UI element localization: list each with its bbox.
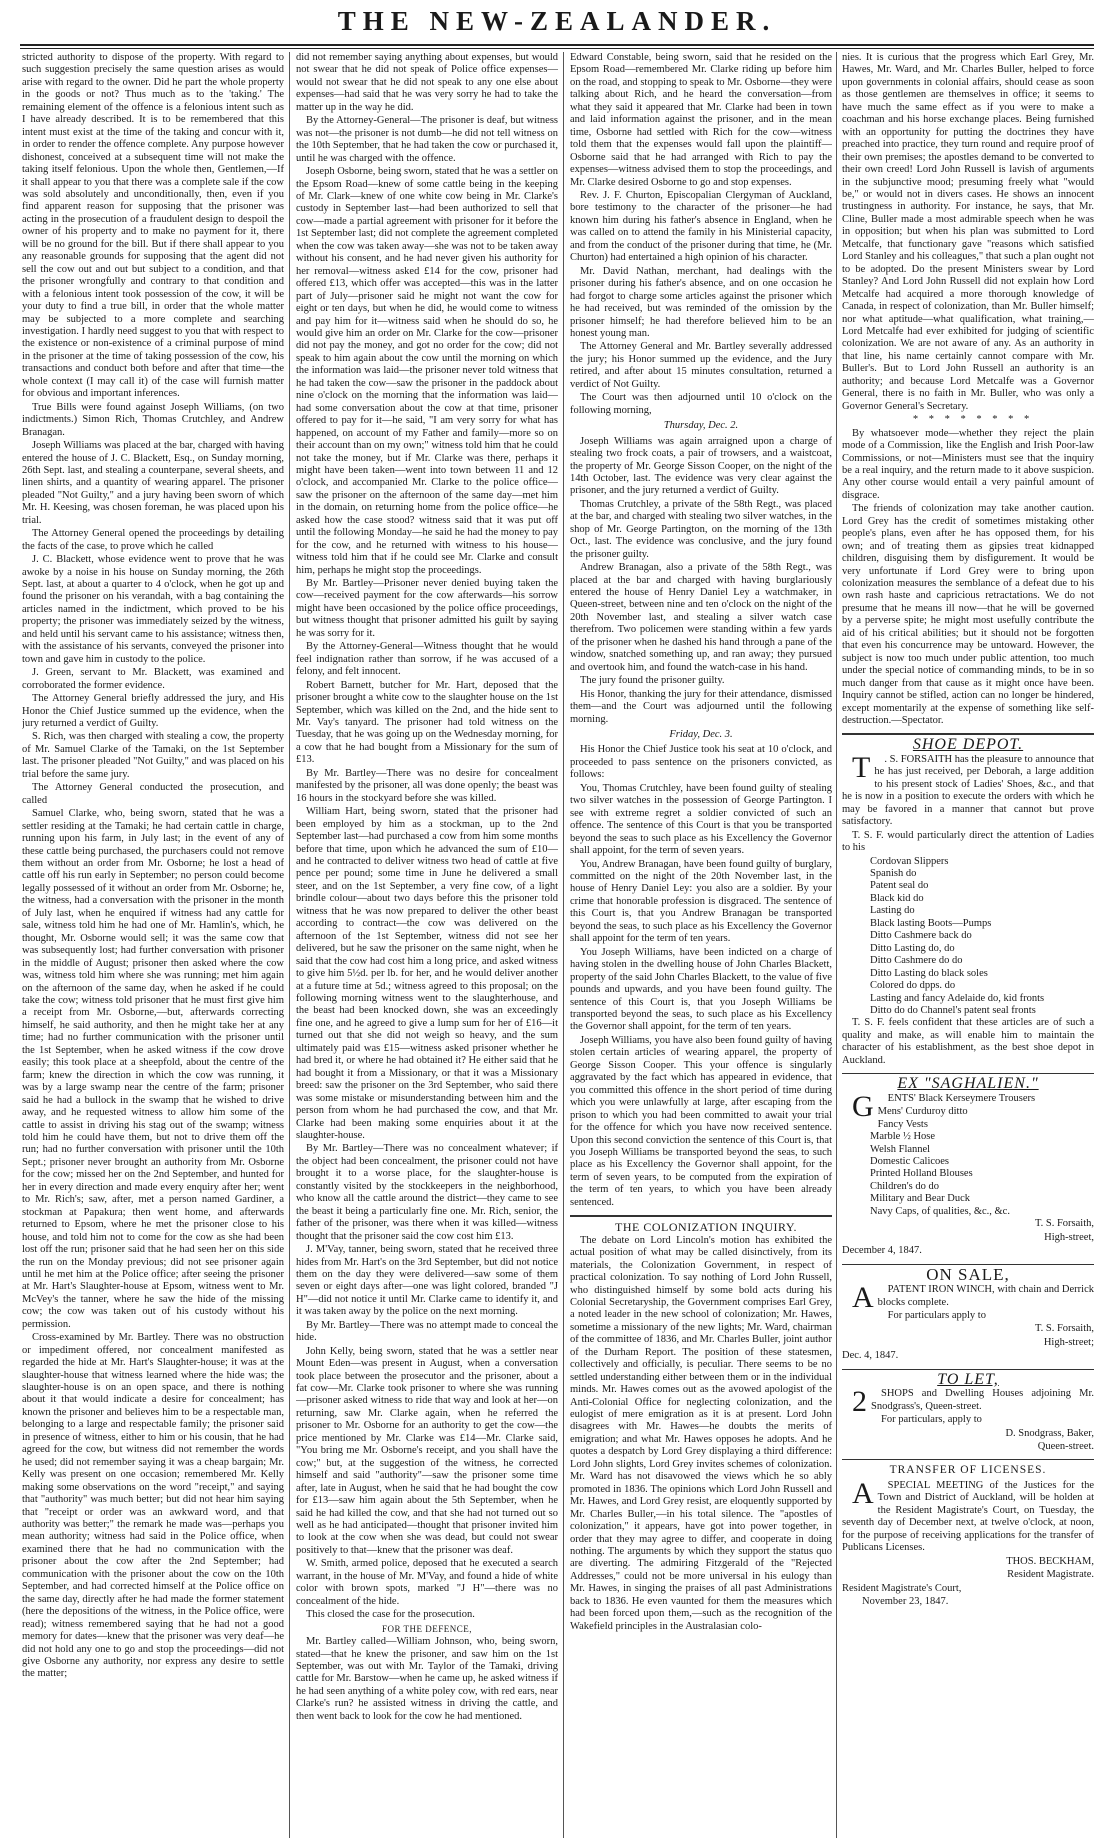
paragraph: True Bills were found against Joseph Williams, (on two indictments.) Simon Rich, Thomas Crutchley, and Andrew Branagan.	[22, 401, 284, 438]
ad-text: T. S. F. feels confident that these articles are of such a quality and make, as will enable him to maintain the character of his establishment, as the best shoe depot in Auckland.	[842, 1017, 1094, 1066]
ad-date: November 23, 1847.	[862, 1596, 949, 1608]
ad-heading-transfer-of-licenses: TRANSFER OF LICENSES.	[889, 1464, 1047, 1477]
paragraph: Edward Constable, being sworn, said that he resided on the Epsom Road—remembered Mr. Clarke riding up before him on the road, and stopping to speak to Mr. Osborne—they were talking about Rich, and he heard the conversation—from what they said it appeared that Mr. Clarke had been in town and laid information against the prisoner, and in the mean time, Osborne had settled with Rich for the cow—witness told them that the expenses would fall upon the plaintiff—Osborne said that he had arranged with Rich to pay the expenses—witness advised them to stop the proceedings, and Mr. Clarke desired Osborne to go and stop expenses.	[570, 52, 832, 188]
column-divider	[836, 52, 837, 1838]
paragraph: By Mr. Bartley—Prisoner never denied buying taken the cow—received payment for the cow afterwards—his sorrow might have been occasioned by the police office proceedings, but witness thought that prisoner admitted his guilt by saying he was sorry for it.	[296, 578, 558, 639]
list-item: Ditto Cashmere back do	[870, 930, 972, 942]
paragraph: S. Rich, was then charged with stealing a cow, the property of Mr. Samuel Clarke of the Tamaki, on the 1st September last. The prisoner pleaded "Not Guilty," and was placed on his trial before the same jury.	[22, 731, 284, 780]
list-item: Ditto Lasting do, do	[870, 942, 955, 954]
ad-text: SPECIAL MEETING of the Justices for the Town and District of Auckland, will be holden at the Resident Magistrate's Court, on Tuesday, the seventh day of December next, at twelve o'clock, at noon, for the purpose of receiving applications for the transfer of Publicans Licenses.	[842, 1479, 1094, 1554]
ad-signature: Queen-street.	[1037, 1441, 1094, 1453]
paragraph: Samuel Clarke, who, being sworn, stated that he was a settler residing at the Tamaki; he had certain cattle in charge, running upon his farm, in July last; in the event of any of these cattle being purchased, the purchasers could not remove them without an order from Mr. Osborne; he lost a head of cattle off his run early in September; no person could become legally possessed of it without an order from Mr. Osborne; he, the witness, had a conversation with the prisoner in the month of July last, when he enquired if witness had any cattle for sale, witness told him he had one of Mr. Hamlin's, which, he thought, Mr. Osborne would sell; it was the same cow that was subsequently lost; had further conversation with prisoner in the middle of August; prisoner then asked where the cow was, witness told him where she was running; met him again on the afternoon of the same day, when he asked if he could take the cow; witness told prisoner that he must first give him a receipt from Mr. Osborne,—but, afterwards correcting himself, he said authority, and then he might take her at any time; had no further communication with the prisoner until the 1st September, when he asked witness if the cow drove easily; this took place at a sheepfold, about the centre of the farm; knew the direction in which the cow was running, it was by a large swamp near the centre of the farm; prisoner said he had a bullock in the swamp that he wished to drive away, and he requested witness to allow him some of the cattle to assist in driving his stag out of the swamp; witness told him he could have them, but not to drive them off the run; had no further conversation with prisoner until the 10th Sept.; prisoner never brought an authority from Mr. Osborne for the cow; missed her on the 2nd September, and hunted for her in every direction and made every enquiry after her; went to Mr. Rich's; saw, after, met a person named Gardiner, a stockman at Papakura; then went home, and afterwards returned to Epsom, where he met the prisoner close to his house, and told him not to come for the cow as she had been lost off the run; prisoner said that he had seen her on this side the run on the Monday previous; did not see prisoner again until he met him at the Police office; after seeing the prisoner at Mr. Hart's Slaughter-house at Epsom, witness went to Mr. McVey's the tanner, where he saw the hide of the missing cow; the cow was taken out of his custody without his permission.	[22, 808, 284, 1330]
paragraph: By Mr. Bartley—There was no concealment whatever; if the object had been concealment, the prisoner could not have brought it to a worse place, for the slaughter-house is constantly visited by the stockkeepers in the neighborhood, who know all the cattle around the district—they came to see the beast it being a particularly fine one. Mr. Rich, senior, the father of the prisoner, was there when it was killed—witness thought that the prisoner said the cow cost him £13.	[296, 1143, 558, 1242]
ad-heading-saghalien: EX "SAGHALIEN."	[897, 1075, 1039, 1093]
ad-date: December 4, 1847.	[842, 1245, 922, 1257]
section-rule	[842, 733, 1094, 735]
ad-text: SHOPS and Dwelling Houses adjoining Mr. Snodgrass's, Queen-street.	[871, 1388, 1094, 1412]
column-3	[570, 52, 832, 1838]
paragraph: Joseph Williams was placed at the bar, charged with having entered the house of J. C. Blackett, Esq., on Sunday morning, 26th Sept. last, and stealing a counterpane, several sheets, and linen shirts, and a quantity of wearing apparel. The prisoner pleaded "Not Guilty," and a jury having been sworn of which Mr. H. Keesing, was chosen foreman, he was placed upon his trial.	[22, 440, 284, 526]
list-item: Ditto do do Channel's patent seal fronts	[870, 1004, 1036, 1016]
ad-signature: High-street;	[1043, 1336, 1094, 1348]
paragraph: John Kelly, being sworn, stated that he was a settler near Mount Eden—was present in August, when a conversation took place between the prosecutor and the prisoner, about a fat cow—Mr. Clarke took prisoner to where she was running—prisoner asked witness to ride that way and look at her—on returning, saw Mr. Clarke again, when he referred the prisoner to Mr. Osborne for an authority to get the cow—the price mentioned by Mr. Clarke was £14—Mr. Clarke said, "You bring me Mr. Osborne's receipt, and you shall have the cow;" but, at the suggestion of the witness, he corrected himself and said "authority"—saw the prisoner some time after, late in August, when he said that he had bought the cow for £13—saw him again about the 5th September, when he said he had killed the cow, and that she had not turned out so well as he had anticipated—thought that prisoner invited him to look at the cow when she was dead, but could not swear positively to that—knew that the prisoner was deaf.	[296, 1345, 558, 1556]
list-item: Military and Bear Duck	[870, 1193, 971, 1205]
column-1	[22, 52, 284, 1838]
paragraph: The debate on Lord Lincoln's motion has exhibited the actual position of what may be called disinctively, from its materials, the Colonization Government, in respect of practical colonization. To say nothing of Lord John Russell, who distinguished himself by some bold acts during his Colonial Secretaryship, the Government comprises Earl Grey, a noted leader in the new school of colonization; Mr. Hawes, sometime a missionary of the new lights; Mr. Ward, chairman of the committee of 1836, and Mr. Charles Buller, joint author of the Durham Report. The position of these statesmen, collectively and officially, is peculiar. There seems to be no settled understanding either between them or in the individual minds. Mr. Hawes comes out as the avowed apologist of the Anti-Colonial Office for neglecting colonization, and the eulogist of mere emigration as it is at present. Lord John disagrees with Mr. Hawes—he doubts the merits of emigration; and what Mr. Hawes opposes he adopts. And he quotes a despatch by Lord Grey displaying a third difference: Lord John slights, Lord Grey invites schemes of colonization. Mr. Ward has not disavowed the views which he so ably promoted in 1836. The opinions which Lord John Russell and Mr. Hawes, and Lord Grey resist, are eloquently supported by Mr. Charles Buller,—in his total silence. The "apostles of colonization," it appears, have got into power together, in order that they may agree to differ, and cooperate in doing nothing. The arguments by which they support the status quo are diverting. The admiring Fitzgerald of the "Rejected Addresses," could not be more universal in his eulogy than Mr. Hawes, in singing the praises of all past Administrations back to 1836. He even vaunted for them the measures which had been forced upon them,—such as the recognition of the Wakefield principles in the Australasian colo-	[570, 1234, 832, 1632]
list-item: Black lasting Boots—Pumps	[870, 917, 992, 929]
paragraph: His Honor, thanking the jury for their attendance, dismissed them—and the Court was adjourned until the following morning.	[570, 688, 832, 725]
paragraph: Andrew Branagan, also a private of the 58th Regt., was placed at the bar and charged with having burglariously entered the house of Henry Daniel Ley a watchmaker, in Queen-street, between nine and ten o'clock on the night of the 20th November last, and stealing a silver watch case therefrom. Two policemen were standing within a few yards of the prisoner when he dashed his hand through a pane of the window, snatched something up, and ran away; they pursued and overtook him, and found the watch-case in his hand.	[570, 562, 832, 673]
paragraph: Mr. Bartley called—William Johnson, who, being sworn, stated—that he knew the prisoner, and saw him on the 1st September, was out with Mr. Taylor of the Tamaki, driving cattle for Mr. Barstow—when he came up, he asked witness if he had seen anything of a white poley cow, with red ears, near Clarke's run? he assisted witness in driving the cattle, and then went back to look for the cow he had mentioned.	[296, 1636, 558, 1722]
ad-heading-shoe-depot: SHOE DEPOT.	[912, 736, 1024, 754]
paragraph: By whatsoever mode—whether they reject the plain mode of a Commission, like the English and Irish Poor-law Commissions, or not—Ministers must see that the inquiry be a real inquiry, and the return made to it above suspicion. Any other course would entail a very painful amount of disgrace.	[842, 427, 1094, 501]
paragraph: You, Andrew Branagan, have been found guilty of burglary, committed on the night of the 20th November last, in the house of Henry Daniel Ley: you also are a soldier. By your crime that honorable profession is disgraced. The sentence of this Court is, that you Andrew Branagan be transported beyond the seas, to such place as his Excellency the Governor shall appoint for the term of ten years.	[570, 858, 832, 945]
paragraph: His Honor the Chief Justice took his seat at 10 o'clock, and proceeded to pass sentence on the prisoners convicted, as follows:	[570, 744, 832, 781]
paragraph: By Mr. Bartley—There was no desire for concealment manifested by the prisoner, all was done openly; the beast was 16 hours in the stockyard before she was killed.	[296, 767, 558, 804]
list-item: Ditto Lasting do black soles	[870, 967, 988, 979]
list-item: Lasting and fancy Adelaide do, kid fronts	[870, 992, 1045, 1004]
paragraph: The jury found the prisoner guilty.	[580, 675, 725, 687]
paragraph: did not remember saying anything about expenses, but would not swear that he did not speak of Police office expenses—would not swear that he did not speak to any one else about expenses—had said that he was very sorry he had to take the matter up in the way he did.	[296, 52, 558, 113]
section-rule	[842, 1073, 1094, 1074]
ad-heading-to-let: TO LET,	[937, 1370, 999, 1388]
ad-body	[842, 750, 1094, 829]
paragraph: nies. It is curious that the progress which Earl Grey, Mr. Hawes, Mr. Ward, and Mr. Charles Buller, helped to force upon governments in colonial affairs, should cease as soon as those gentlemen are themselves in office; it seems to have much the same effect as if you were to make a coachman and his horse exchange places. Being furnished with an opportunity for putting the doctrines they have preached into practice, they turn round and require proof of their own premises; the apostles demand to be converted to their own creed! Lord John Russell is lavish of arguments in the subjunctive mood; presuming freely what "would be," or would not in divers cases. He shows an innocent trustingness in authority. For instance, he says, that Mr. Cline, Buller made a most admirable speech when he was in opposition; but when his plan was submitted to Lord Metcalfe, that functionary gave "reasons which satisfied Lord Stanley and his colleagues," that such a plan ought not to be adopted. Do the present Ministers swear by Lord Stanley? And Lord John Russell did not explain how Lord Metcalfe had acquired a more thorough knowledge of Canada, in respect of colonization, than Mr. Buller himself; nor what aptitude—what qualification, what training,—Lord Metcalfe had ever exhibited for judging of scientific colonization. We are not aware of any. As an authority in that line, his name certainly cannot compare with Mr. Buller's. But to Lord John Russell an authority is an authority; and because Lord Metcalfe was a Governor General, there is no faith in Mr. Buller, who was only a Governor General's Secretary.	[842, 52, 1094, 412]
paragraph: The Attorney General and Mr. Bartley severally addressed the jury; his Honor summed up the evidence, and the Jury retired, and after about 15 minutes consultation, returned a verdict of Not Guilty.	[570, 341, 832, 390]
column-divider	[563, 52, 564, 1838]
paragraph: Joseph Williams was again arraigned upon a charge of stealing two frock coats, a pair of trowsers, and a waistcoat, the property of Mr. George Sisson Cooper, on the night of the 14th October, last. The evidence was very clear against the prisoner, and the jury returned a verdict of Guilty.	[570, 435, 832, 497]
paragraph: By the Attorney-General—The prisoner is deaf, but witness was not—the prisoner is not dumb—he did not tell witness on the 10th September, that he had taken the cow or purchased it, until he was charged with the offence.	[296, 115, 558, 164]
ad-signature: D. Snodgrass, Baker,	[1005, 1427, 1094, 1439]
paragraph: The Attorney General briefly addressed the jury, and His Honor the Chief Justice summed up the evidence, when the jury returned a verdict of Guilty.	[22, 693, 284, 730]
paragraph: J. M'Vay, tanner, being sworn, stated that he received three hides from Mr. Hart's on the 3rd September, but did not notice them on the day they were delivered—saw some of them seven or eight days after—one was light colored, branded "J H"—did not notice it until Mr. Clarke came to identify it, and it was taken away by the police on the next morning.	[296, 1244, 558, 1318]
list-item: Ditto Cashmere do do	[870, 955, 963, 967]
ad-text: For particulars apply to	[887, 1309, 986, 1321]
saghalien-items-list	[842, 1106, 1094, 1218]
masthead-rule	[20, 44, 1094, 49]
drop-cap: G	[852, 1089, 874, 1123]
paragraph: The Court was then adjourned until 10 o'clock on the following morning,	[570, 392, 832, 416]
ad-signature: High-street,	[1044, 1231, 1094, 1243]
ad-text: ENTS' Black Kerseymere Trousers	[887, 1092, 1036, 1104]
section-subhead: FOR THE DEFENCE,	[381, 1623, 473, 1634]
paragraph: The Attorney General opened the proceedings by detailing the facts of the case, to prove which he called	[22, 528, 284, 552]
list-item: Domestic Calicoes	[870, 1155, 950, 1167]
paragraph: Rev. J. F. Churton, Episcopalian Clergyman of Auckland, bore testimony to the character of the prisoner—he had known him during his father's absence in England, when he was called on to attend the family in his Ministerial capacity, and from the conduct of the prisoner during that time, he (Mr. Churton) had entertained a high opinion of his character.	[570, 189, 832, 264]
paragraph: Robert Barnett, butcher for Mr. Hart, deposed that the prisoner brought a white cow to the slaughter house on the 1st September, which was killed on the 2nd, and the hide sent to Mr. Vay's tanyard. The prisoner had told witness on the Tuesday, that he was going up on the Wednesday morning, for a cow that he had bought from a Missionary for the sum of £13.	[296, 679, 558, 766]
paragraph: By Mr. Bartley—There was no attempt made to conceal the hide.	[296, 1319, 558, 1344]
column-divider	[289, 52, 290, 1838]
paragraph: Joseph Williams, you have also been found guilty of having stolen certain articles of wearing apparel, the property of George Sisson Cooper. This your offence is singularly aggravated by the fact which has appeared in evidence, that you committed this offence in the short period of time during which you were unlawfully at large, after escaping from the prison to which you had been committed to await your trial for the offence for which you have now received sentence. Upon this second conviction the sentence of this Court is, that you Joseph Williams be transported beyond the seas, to such place as his Excellency the Governor shall appoint, for the term of seven years, to be computed from the expiration of the term of ten years, to which you have been already sentenced.	[570, 1034, 832, 1208]
shoe-items-list	[842, 856, 1094, 1018]
date-heading: Friday, Dec. 3.	[669, 729, 733, 741]
ad-signature: THOS. BECKHAM,	[1006, 1555, 1094, 1567]
ad-signature: T. S. Forsaith,	[1034, 1218, 1094, 1230]
drop-cap: A	[852, 1476, 874, 1510]
ad-body	[842, 1476, 1094, 1555]
list-item: Fancy Vests	[877, 1118, 928, 1130]
ad-text: . S. FORSAITH has the pleasure to announce that he has just received, per Deborah, a large addition to his present stock of Ladies' Shoes, &c., and that he is now in a position to execute the orders with which he may be favored in a manner that cannot but prove satisfactory.	[842, 753, 1094, 828]
masthead: THE NEW-ZEALANDER.	[337, 6, 777, 36]
ad-text: For particulars, apply to	[881, 1414, 982, 1426]
paragraph: By the Attorney-General—Witness thought that he would feel indignation rather than sorrow, if he was accused of a felony, and felt innocent.	[296, 641, 558, 678]
paragraph: Thomas Crutchley, a private of the 58th Regt., was placed at the bar, and charged with stealing two silver watches, in the shop of Mr. George Partington, on the morning of the 13th Oct., last. The evidence was conclusive, and the jury found the prisoner guilty.	[570, 498, 832, 560]
list-item: Patent seal do	[870, 880, 929, 892]
list-item: Cordovan Slippers	[870, 855, 949, 867]
paragraph: J. Green, servant to Mr. Blackett, was examined and corroborated the former evidence.	[22, 667, 284, 691]
paragraph: Joseph Osborne, being sworn, stated that he was a settler on the Epsom Road—knew of some cattle being in the keeping of Mr. Clark—knew of one white cow being in Mr. Clarke's custody in September last—had been authorized to sell that cow—made a partial agreement with prisoner for it before the 1st September last; did not complete the agreement completed when the cow was taken away—she was not to be taken away without his consent, and he had never given his authority for her removal—witness asked £14 for the cow, prisoner had offered £13, which offer was accepted—this was in the latter part of July—prisoner said he might not want the cow for eight or ten days, but when he did, he would come to witness and pay him for it—witness said when he should do so, he would give him an order on Mr. Clarke for the cow—prisoner did not pay the money, and got no order for the cow; did not speak to him again about the cow until the morning on which the information was laid—the prisoner never told witness that he had taken the cow—saw the prisoner in the paddock about nine o'clock on the morning that the information was laid—had some conversation about the cow at that time, prisoner offered to pay for it—he said, "I am very sorry for what has happened, on account of my Father and family—more so on their account than on my own;" witness told him that he could not take the money, but if Mr. Clarke was there, perhaps it might have been taken—went into town between 11 and 12 o'clock, and accompanied Mr. Clarke to the police office—saw the prisoner on the afternoon of the same day—met him in the domain, on returning home from the police office—he asked how the case stood? witness said that it was put off until the following Monday—he said he had the money to pay for the cow, and he returned with witness to his house—witness told him that if he could see Mr. Clarke and consult him, perhaps he might stop the proceedings.	[296, 166, 558, 576]
paragraph: Mr. David Nathan, merchant, had dealings with the prisoner during his father's absence, and on one occasion he had forgot to charge some articles against the prisoner which he had received, but was reminded of the omission by the prisoner himself; he had therefore believed him to be an honest young man.	[570, 265, 832, 339]
list-item: Children's do do	[870, 1180, 939, 1192]
ad-signature: Resident Magistrate.	[1007, 1569, 1094, 1581]
list-item: Colored do dpps. do	[870, 980, 956, 992]
date-heading: Thursday, Dec. 2.	[663, 420, 739, 432]
paragraph: stricted authority to dispose of the property. With regard to such suggestion precisely the same question arises as would arise with regard to the owner. Did he part the whole property in the goods or not? Thus much as to the 'taking.' The remaining element of the offence is a felonious intent such as I have already described. It is to be remembered that this intent must exist at the time of the taking and concur with it, in order to render the offence complete. Any purpose however dishonest, conceived at a subsequent time will not make the taking itself felonious. Upon the whole then, Gentlemen,—If it shall appear to you that there was a complete sale if the cow was sold absolutely and unconditionally, then, even if you find apparent reason for supposing that the prisoner was acting in the prosecution of a fraudulent design to despoil the owner of his property and to make no payment for it, there will be no ground for the bill. But if there shall appear to you any reasonable grounds for supposing that the agent did not sell the cow out and out but subject to a condition, and that the prisoner wrongfully and contrary to that condition and with a felonious intent took possession of the cow, it will be your duty to find a true bill, in order that the whole matter may be subjected to a more complete and searching investigation. I hardly need suggest to you that with respect to the existence or non-existence of a criminal purpose of mind in the prisoner at the time of taking possession of the cow, his transactions and conduct both before and after that time—the whole context (I may call it) of the case will furnish matter for obvious and important inferences.	[22, 52, 284, 400]
list-item: Lasting do	[870, 905, 915, 917]
paragraph: Cross-examined by Mr. Bartley. There was no obstruction or impediment offered, nor concealment manifested as regarded the hide at Mr. Hart's Slaughter-house; it was at the slaughter-house that witness learned where the hide was; the slaughter-house is on an open space, and there is nothing about it that would indicate a desire for concealment; has known the prisoner and believes him to be a respectable man, belonging to a large and respectable family; the prisoner said in presence of witness, either to him or his cousin, that he had agreed for the cow, but witness did not remember the words he used; did not remember saying it was a cheap bargain; Mr. Kelly was present on one occasion; remembered Mr. Kelly making some observations on the word "receipt," and saying that "authority" was much better; but did not hear him saying that "receipt or order was an awkward word, and that authority was better;" the remark he made was—perhaps you mean authority; witness had said in the Police office, when examined there that he had no communication with the prisoner about the cow after the 2nd September; had communication with the prisoner about the cow on the 10th September, and had corrected himself at the Police office on the same day, directly after he had made the former statement (here the depositions of the witness, in the Police office, were read); witness remembered saying that he had not a good memory for dates—knew that the prisoner was very deaf—he did not hold any one to go and stop the proceedings—did not give Osborne any authority, nor express any desire to settle the matter;	[22, 1332, 284, 1680]
list-item: Welsh Flannel	[870, 1143, 931, 1155]
list-item: Marble ½ Hose	[870, 1131, 936, 1143]
asterism: * * * * * * * *	[912, 414, 1034, 426]
column-4	[842, 52, 1094, 1838]
ad-signature: T. S. Forsaith,	[1034, 1323, 1094, 1335]
section-rule	[570, 1215, 832, 1217]
section-rule	[842, 1369, 1094, 1370]
ad-text: Resident Magistrate's Court,	[842, 1582, 962, 1594]
list-item: Mens' Curduroy ditto	[877, 1106, 968, 1118]
ad-text: T. S. F. would particularly direct the attention of Ladies to his	[842, 829, 1094, 854]
article-title: THE COLONIZATION INQUIRY.	[615, 1220, 797, 1235]
drop-cap: T	[852, 750, 871, 784]
list-item: Navy Caps, of qualities, &c., &c.	[870, 1205, 1010, 1217]
paragraph: This closed the case for the prosecution.	[306, 1609, 475, 1621]
list-item: Spanish do	[870, 868, 917, 879]
paragraph: You, Thomas Crutchley, have been found guilty of stealing two silver watches in the possession of George Partington. I see with extreme regret a soldier convicted of such an offence. The sentence of this Court is that you be transported beyond the seas to such place as his Excellency the Governor shall appoint, for the term of seven years.	[570, 782, 832, 857]
drop-cap: 2	[852, 1385, 867, 1419]
paragraph: W. Smith, armed police, deposed that he executed a search warrant, in the house of Mr. M'Vay, and found a hide of white color with brown spots, marked "J H"—there was no concealment of the hide.	[296, 1558, 558, 1607]
list-item: Printed Holland Blouses	[870, 1168, 973, 1180]
drop-cap: A	[852, 1281, 874, 1315]
paragraph: William Hart, being sworn, stated that the prisoner had been employed by him as a stockman, up to the 2nd September last—had purchased a cow from him some months before that time, upon which he advanced the sum of £10—and he contracted to deliver witness two head of cattle at five pence per pound; some time in June he delivered a small steer, and on the 1st September, a very fine cow, of a light brindle colour—about two days before this the prisoner told witness that he was now prepared to deliver the other beast according to contract—the cow was delivered on the afternoon of the 1st September, witness did not see her delivered, but he saw the prisoner on the same night, when he said that the cow had cost him a long price, and asked witness to give him 5½d. per lb. for her, and he would deliver another at a future time at 5d.; witness agreed to this proposal; on the following morning witness went to the slaughterhouse, and the beast had been knocked down, she was an exceedingly fine one, and he agreed to give a lump sum for her of £16—it turned out that she did not weigh so heavy, and the sum ultimately paid was £15—witness asked prisoner whether he had bred it, or where he had obtained it? He either said that he had bought it from a Missionary, or that it was a Missionary breed: saw the prisoner on the 3rd September, who said there was some mistake or misunderstanding between him and the person from whom he had purchased the cow, and that Mr. Clarke had been making some enquiries about it at the slaughter-house.	[296, 806, 558, 1141]
ad-date: Dec. 4, 1847.	[842, 1350, 899, 1362]
ad-heading-on-sale: ON SALE,	[926, 1264, 1010, 1284]
list-item: Black kid do	[870, 892, 924, 904]
column-2	[296, 52, 558, 1838]
paragraph: The Attorney General conducted the prosecution, and called	[22, 782, 284, 806]
paragraph: J. C. Blackett, whose evidence went to prove that he was awoke by a noise in his house on Sunday morning, the 26th Sept. last, at about a quarter to 4 o'clock, when he got up and found the prisoner on his verandah, with a bag containing the articles named in the indictment, which proved to be his property; the prisoner was immediately seized by the witness, and held until his servant came to his assistance; witness then, with the assistance of his servants, conveyed the prisoner into town and gave him in custody to the police.	[22, 554, 284, 665]
ad-text: PATENT IRON WINCH, with chain and Derrick blocks complete.	[877, 1284, 1094, 1308]
paragraph: The friends of colonization may take another caution. Lord Grey has the credit of sometimes mistaking other people's plans, even after he has opposed them, for his own; and of treating them as gipsies treat kidnapped children, disguising them by disfigurement. It would be very unfortunate if Lord Grey were to bring upon colonization measures the semblance of a defeat due to his own rash haste and capricious retractations. We do not presume that he means ill now—that he will be governed by a perverse spite; he might most usefully contribute the aid of his critical abilities; but it should not be forgotten that even his concurrence may be untoward. However, the subject is now too much under public attention, too much under the special notice of commanding minds, to be in so much danger from that cause as it might once have been. Inquiry cannot be stifled, action can no longer be hindered, except momentarily at the expense of something like self-destruction.—Spectator.	[842, 503, 1094, 727]
paragraph: You Joseph Williams, have been indicted on a charge of having stolen in the dwelling house of John Charles Blackett, property of the said John Charles Blackett, to the value of five pounds and upwards, and you have been found guilty. The sentence of this Court is, that you Joseph Williams be transported beyond the seas, to such place as his Excellency the Governor shall appoint, for the term of ten years.	[570, 946, 832, 1033]
section-rule	[842, 1459, 1094, 1460]
ad-body	[842, 1385, 1094, 1419]
